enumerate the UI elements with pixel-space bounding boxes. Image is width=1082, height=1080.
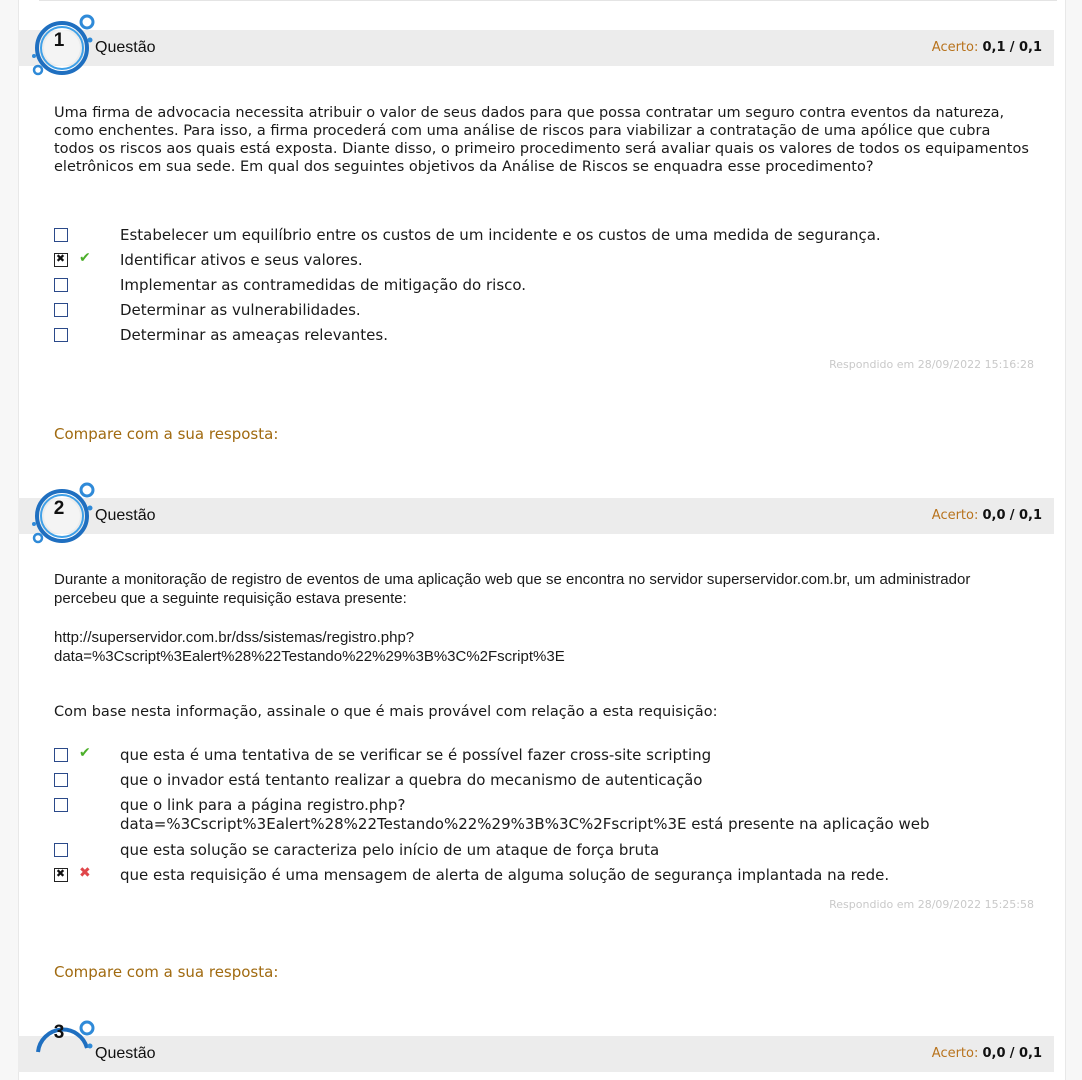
score-value: 0,1 <box>982 40 1006 55</box>
option-label: Determinar as vulnerabilidades. <box>120 301 361 319</box>
option-checkbox[interactable] <box>54 843 68 857</box>
score-display <box>932 508 1042 523</box>
question-label: Questão <box>95 1045 156 1062</box>
option-item[interactable] <box>54 301 1054 323</box>
answered-timestamp: Respondido em 28/09/2022 15:25:58 <box>829 898 1034 911</box>
option-checkbox[interactable] <box>54 228 68 242</box>
option-label: que esta é uma tentativa de se verificar se é possível fazer cross-site scripting <box>120 746 712 764</box>
option-label: Implementar as contramedidas de mitigação do risco. <box>120 276 527 294</box>
option-item[interactable] <box>54 841 1054 863</box>
score-label: Acerto: <box>931 1046 979 1061</box>
option-label: que o link para a página registro.php? data=%3Cscript%3Ealert%28%22Testando%22%29%3B%3C%2Fscript%3E está presente na aplicação web <box>120 796 930 833</box>
option-item[interactable] <box>54 796 1054 836</box>
score-total: / 0,1 <box>1009 40 1042 55</box>
question-number: 3 <box>53 1022 65 1043</box>
wrong-cross-icon: ✖ <box>79 865 91 881</box>
option-item[interactable] <box>54 746 1054 768</box>
option-label: que esta solução se caracteriza pelo início de um ataque de força bruta <box>120 841 660 859</box>
score-display <box>932 1046 1042 1061</box>
question-label: Questão <box>95 39 156 56</box>
option-label: Identificar ativos e seus valores. <box>120 251 363 269</box>
question-1-header <box>18 30 1054 66</box>
top-divider <box>39 0 1057 1</box>
score-value: 0,0 <box>982 508 1006 523</box>
question-1-statement: Uma firma de advocacia necessita atribuir o valor de seus dados para que possa contratar um seguro contra eventos da natureza, como enchentes. Para isso, a firma procederá com uma análise de riscos para viabilizar a contratação de uma apólice que cubra todos os riscos aos quais está exposta. Diante disso, o primeiro procedimento será avaliar quais os valores de todos os equipamentos eletrônicos em sua sede. Em qual dos seguintes objetivos da Análise de Riscos se enquadra esse procedimento? <box>54 105 1029 175</box>
question-2-header <box>18 498 1054 534</box>
compare-answer-link[interactable]: Compare com a sua resposta: <box>54 963 279 981</box>
option-checkbox[interactable] <box>54 798 68 812</box>
question-2-prompt: Com base nesta informação, assinale o que é mais provável com relação a esta requisição: <box>54 704 718 720</box>
option-checkbox[interactable] <box>54 303 68 317</box>
score-label: Acerto: <box>931 40 979 55</box>
compare-answer-link[interactable]: Compare com a sua resposta: <box>54 425 279 443</box>
score-value: 0,0 <box>982 1046 1006 1061</box>
question-label: Questão <box>95 507 156 524</box>
question-number-badge-icon <box>28 1018 98 1080</box>
option-item[interactable] <box>54 251 1054 273</box>
option-checkbox-checked[interactable] <box>54 253 68 267</box>
option-item[interactable] <box>54 276 1054 298</box>
option-label: que o invador está tentanto realizar a quebra do mecanismo de autenticação <box>120 771 703 789</box>
answered-timestamp: Respondido em 28/09/2022 15:16:28 <box>829 358 1034 371</box>
option-item[interactable] <box>54 866 1054 888</box>
option-checkbox[interactable] <box>54 773 68 787</box>
score-total: / 0,1 <box>1009 508 1042 523</box>
score-display <box>932 40 1042 55</box>
score-total: / 0,1 <box>1009 1046 1042 1061</box>
option-label: Estabelecer um equilíbrio entre os custos de um incidente e os custos de uma medida de segurança. <box>120 226 881 244</box>
question-number: 2 <box>53 498 65 519</box>
question-3-header <box>18 1036 1054 1072</box>
option-item[interactable] <box>54 771 1054 793</box>
option-checkbox[interactable] <box>54 748 68 762</box>
option-checkbox[interactable] <box>54 328 68 342</box>
option-checkbox-checked[interactable] <box>54 868 68 882</box>
correct-check-icon: ✔ <box>79 745 91 761</box>
question-number-badge-icon <box>28 480 98 550</box>
question-2-statement: Durante a monitoração de registro de eventos de uma aplicação web que se encontra no servidor superservidor.com.br, um administrador percebeu que a seguinte requisição estava presente: <box>54 571 971 607</box>
question-number-badge-icon <box>28 12 98 82</box>
option-item[interactable] <box>54 226 1054 248</box>
option-label: Determinar as ameaças relevantes. <box>120 326 388 344</box>
option-label: que esta requisição é uma mensagem de alerta de alguma solução de segurança implantada na rede. <box>120 866 890 884</box>
score-label: Acerto: <box>931 508 979 523</box>
correct-check-icon: ✔ <box>79 250 91 266</box>
option-item[interactable] <box>54 326 1054 348</box>
request-url: http://superservidor.com.br/dss/sistemas/registro.php? data=%3Cscript%3Ealert%28%22Testando%22%29%3B%3C%2Fscript%3E <box>54 629 565 665</box>
option-checkbox[interactable] <box>54 278 68 292</box>
question-number: 1 <box>53 30 65 51</box>
